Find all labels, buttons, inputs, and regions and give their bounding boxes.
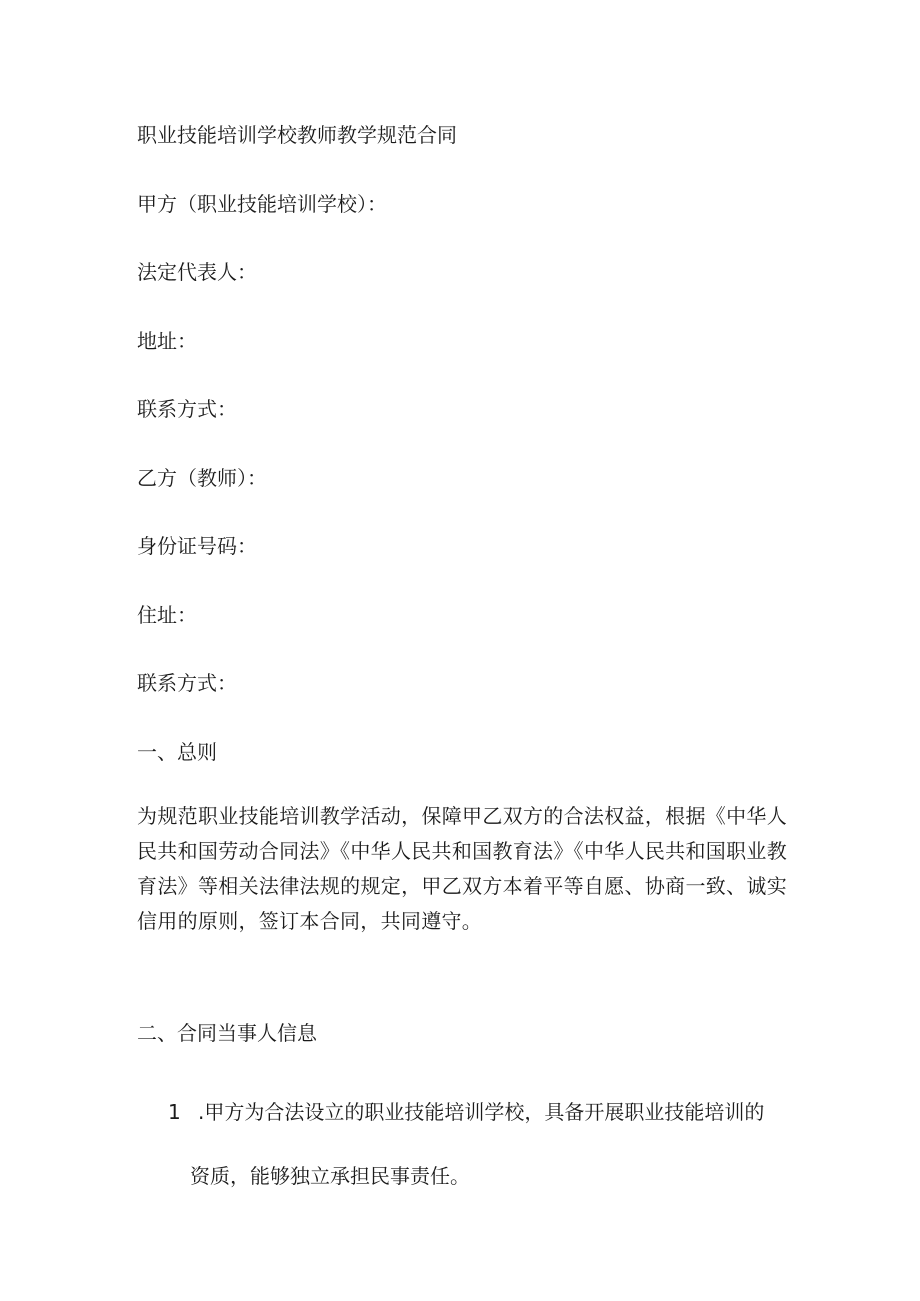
item1-number: 1	[168, 1100, 181, 1124]
party-b-id-number: 身份证号码：	[137, 534, 257, 558]
party-a-address: 地址：	[137, 329, 197, 353]
party-a-label: 甲方（职业技能培训学校）：	[137, 192, 387, 216]
section2-heading: 二、合同当事人信息	[137, 1021, 317, 1045]
party-b-contact: 联系方式：	[137, 671, 237, 695]
item1-text-line2: 资质，能够独立承担民事责任。	[190, 1164, 470, 1188]
party-b-label: 乙方（教师）：	[137, 466, 267, 490]
section1-heading: 一、总则	[137, 740, 217, 764]
section1-body: 为规范职业技能培训教学活动，保障甲乙双方的合法权益，根据《中华人民共和国劳动合同法》《中华人民共和国教育法》《中华人民共和国职业教育法》等相关法律法规的规定，甲乙双方本着平等自愿、协商一致、诚实信用的原则，签订本合同，共同遵守。	[137, 804, 787, 933]
party-a-contact: 联系方式：	[137, 397, 237, 421]
document-title: 职业技能培训学校教师教学规范合同	[137, 123, 457, 147]
party-a-legal-rep: 法定代表人：	[137, 260, 257, 284]
party-b-address: 住址：	[137, 603, 197, 627]
item1-text-line1: .甲方为合法设立的职业技能培训学校，具备开展职业技能培训的	[198, 1100, 765, 1124]
